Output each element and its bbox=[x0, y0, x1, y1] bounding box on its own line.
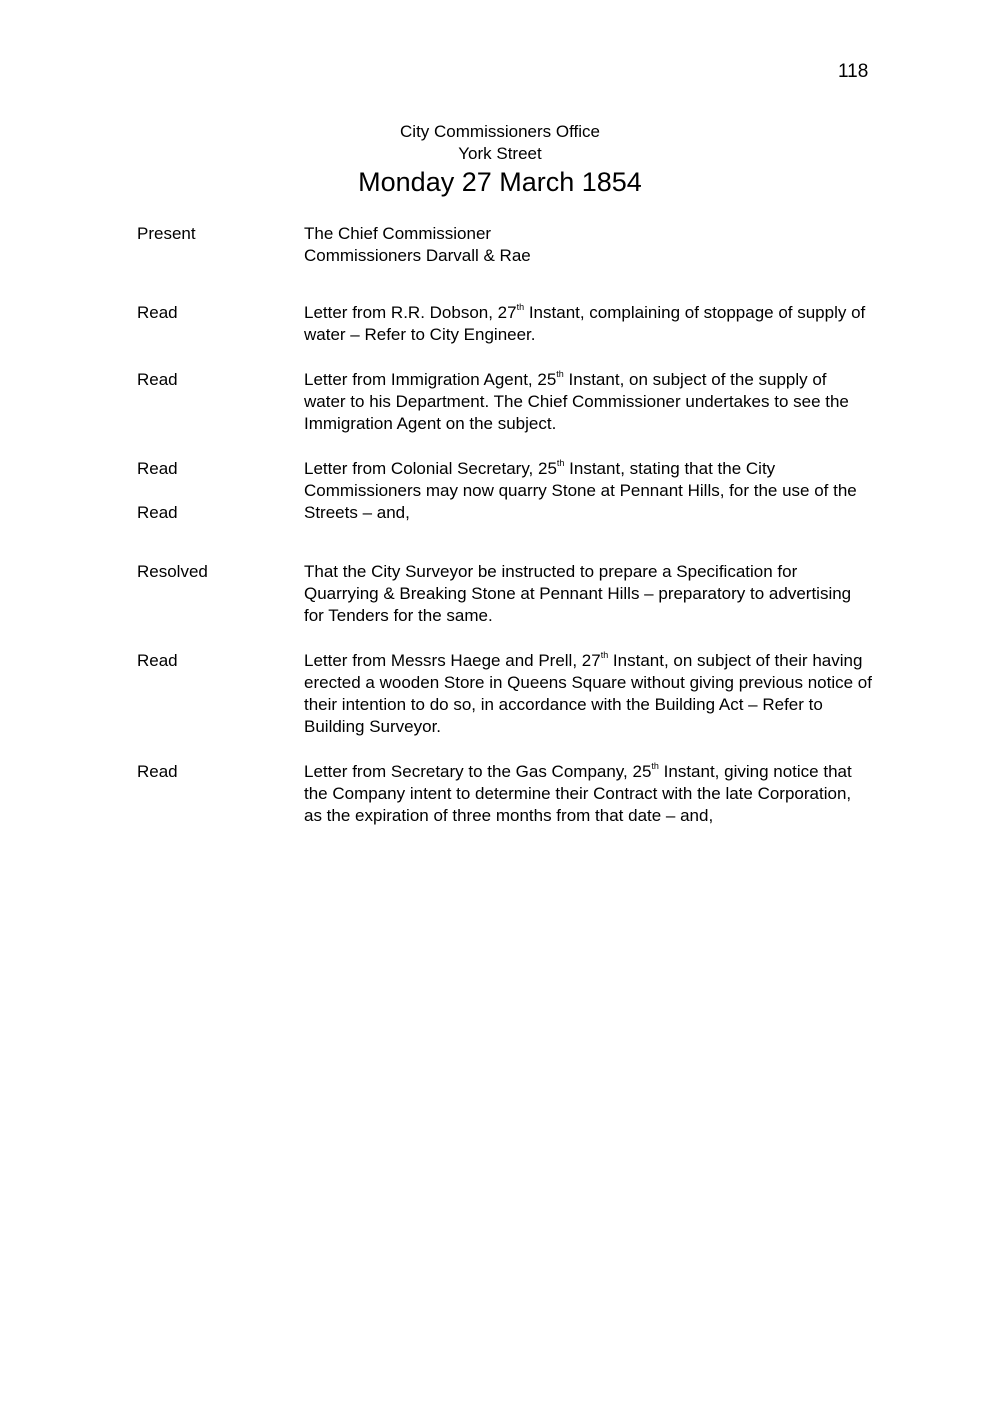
entry-label: Resolved bbox=[137, 562, 208, 581]
minutes-header bbox=[0, 121, 1000, 199]
ordinal-suffix: th bbox=[556, 369, 564, 380]
entry-line: That the City Surveyor be instructed to prepare a Specification for bbox=[304, 562, 798, 581]
entry-line: Streets – and, bbox=[304, 503, 410, 522]
ordinal-suffix: th bbox=[556, 458, 565, 469]
entry-line: erected a wooden Store in Queens Square without giving previous notice of bbox=[304, 673, 872, 692]
entry-line: Letter from Immigration Agent, 25th Instant, on subject of the supply of bbox=[304, 369, 827, 389]
entry-label: Read bbox=[137, 762, 178, 781]
entry-line: Commissioners may now quarry Stone at Pennant Hills, for the use of the bbox=[304, 481, 857, 500]
entry-label: Read bbox=[137, 651, 178, 670]
entry-line: Building Surveyor. bbox=[304, 717, 442, 736]
entry-line: Letter from Colonial Secretary, 25th Instant, stating that the City bbox=[304, 458, 776, 478]
entry-text bbox=[304, 561, 929, 627]
page-number: 118 bbox=[838, 61, 869, 82]
entry-text bbox=[304, 369, 929, 435]
entry-line: Letter from R.R. Dobson, 27th Instant, complaining of stoppage of supply of bbox=[304, 302, 866, 322]
office-name: City Commissioners Office bbox=[400, 122, 600, 141]
present-label: Present bbox=[137, 224, 196, 243]
ordinal-suffix: th bbox=[516, 302, 525, 313]
entry-text bbox=[304, 302, 929, 346]
entry-line: Quarrying & Breaking Stone at Pennant Hills – preparatory to advertising bbox=[304, 584, 852, 603]
entry-label: Read bbox=[137, 459, 178, 478]
entry-label: Read bbox=[137, 303, 178, 322]
entry-line: for Tenders for the same. bbox=[304, 606, 493, 625]
present-line: The Chief Commissioner bbox=[304, 224, 492, 243]
entry-line: water to his Department. The Chief Commissioner undertakes to see the bbox=[304, 392, 849, 411]
present-list bbox=[304, 223, 929, 267]
entry-text bbox=[304, 650, 929, 738]
entry-line: Immigration Agent on the subject. bbox=[304, 414, 557, 433]
ordinal-suffix: th bbox=[600, 650, 609, 661]
entry-line: their intention to do so, in accordance with the Building Act – Refer to bbox=[304, 695, 823, 714]
entry-line: water – Refer to City Engineer. bbox=[304, 325, 536, 344]
entry-text bbox=[304, 761, 929, 827]
entry-text bbox=[304, 458, 929, 524]
meeting-date: Monday 27 March 1854 bbox=[358, 167, 642, 197]
entry-line: as the expiration of three months from that date – and, bbox=[304, 806, 714, 825]
office-street: York Street bbox=[458, 144, 542, 163]
entry-label: Read bbox=[137, 370, 178, 389]
entry-line: Letter from Secretary to the Gas Company, 25th Instant, giving notice that bbox=[304, 761, 852, 781]
entry-line: Letter from Messrs Haege and Prell, 27th Instant, on subject of their having bbox=[304, 650, 863, 670]
entry-line: the Company intent to determine their Contract with the late Corporation, bbox=[304, 784, 852, 803]
present-line: Commissioners Darvall & Rae bbox=[304, 246, 531, 265]
entry-label-second: Read bbox=[137, 503, 178, 522]
ordinal-suffix: th bbox=[651, 761, 659, 772]
